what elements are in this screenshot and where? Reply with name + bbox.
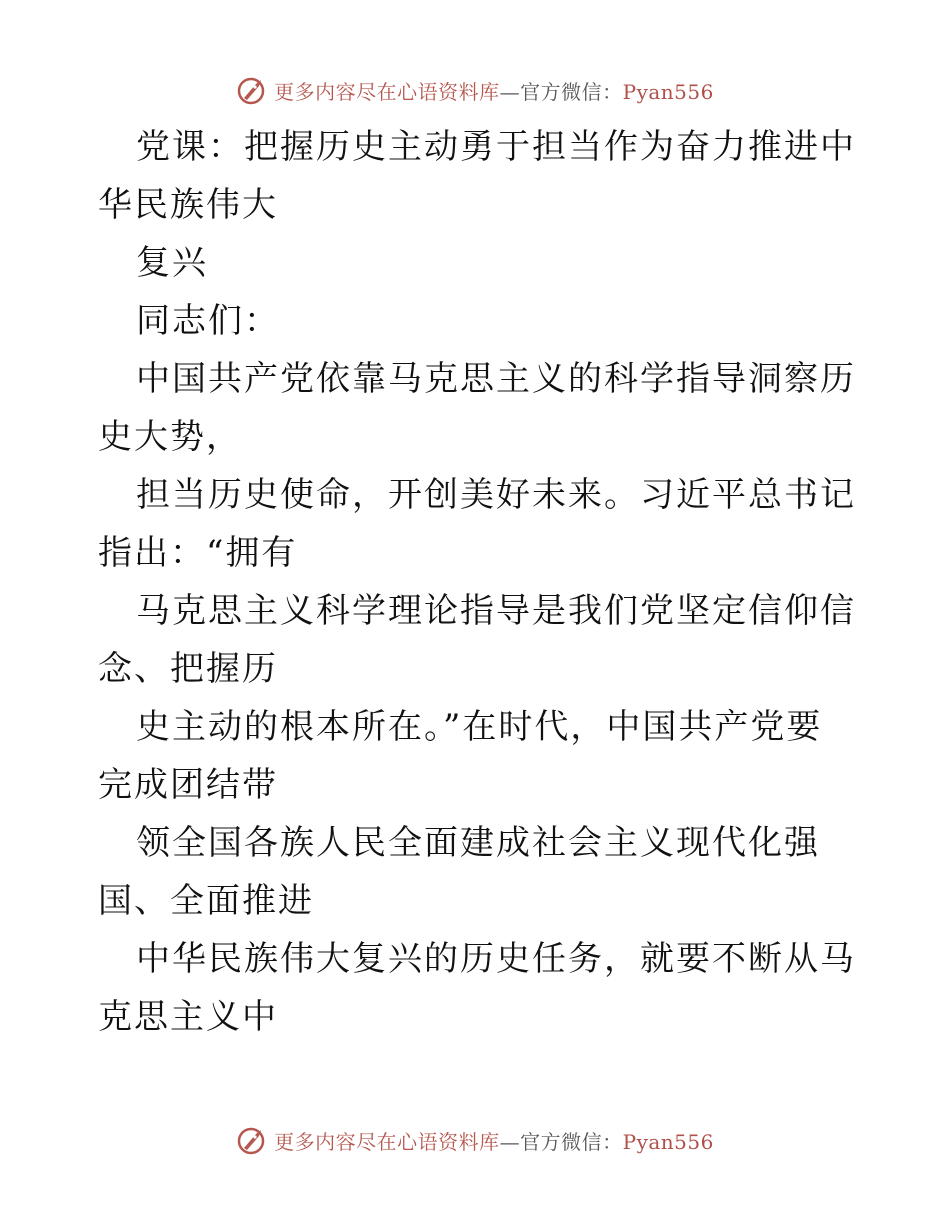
banner-site-text: 更多内容尽在心语资料库: [274, 1129, 500, 1154]
paragraph: 党课：把握历史主动勇于担当作为奋力推进中华民族伟大: [98, 127, 856, 225]
paragraph: 中国共产党依靠马克思主义的科学指导洞察历史大势，: [98, 359, 856, 457]
banner-wechat-id: Pyan556: [622, 79, 714, 104]
paragraph: 同志们：: [136, 301, 280, 341]
banner-dash: —: [499, 79, 521, 104]
pen-nib-logo-icon: [236, 74, 268, 106]
banner-dash: —: [499, 1129, 521, 1154]
banner-wechat-label: 官方微信：: [520, 1129, 623, 1154]
paragraph: 复兴: [136, 243, 208, 283]
footer-banner: [0, 1118, 950, 1162]
banner-wechat-label: 官方微信：: [520, 79, 623, 104]
paragraph: 担当历史使命，开创美好未来。习近平总书记指出：“拥有: [98, 475, 856, 573]
document-body: [98, 118, 858, 1046]
paragraph: 马克思主义科学理论指导是我们党坚定信仰信念、把握历: [98, 591, 856, 689]
paragraph: 史主动的根本所在。”在时代，中国共产党要完成团结带: [98, 707, 823, 805]
banner-text: [274, 1126, 714, 1155]
pen-nib-logo-icon: [236, 1124, 268, 1156]
banner-wechat-id: Pyan556: [622, 1129, 714, 1154]
header-banner: [0, 68, 950, 112]
paragraph: 中华民族伟大复兴的历史任务，就要不断从马克思主义中: [98, 939, 856, 1037]
banner-text: [274, 76, 714, 105]
banner-site-text: 更多内容尽在心语资料库: [274, 79, 500, 104]
paragraph: 领全国各族人民全面建成社会主义现代化强国、全面推进: [98, 823, 820, 921]
